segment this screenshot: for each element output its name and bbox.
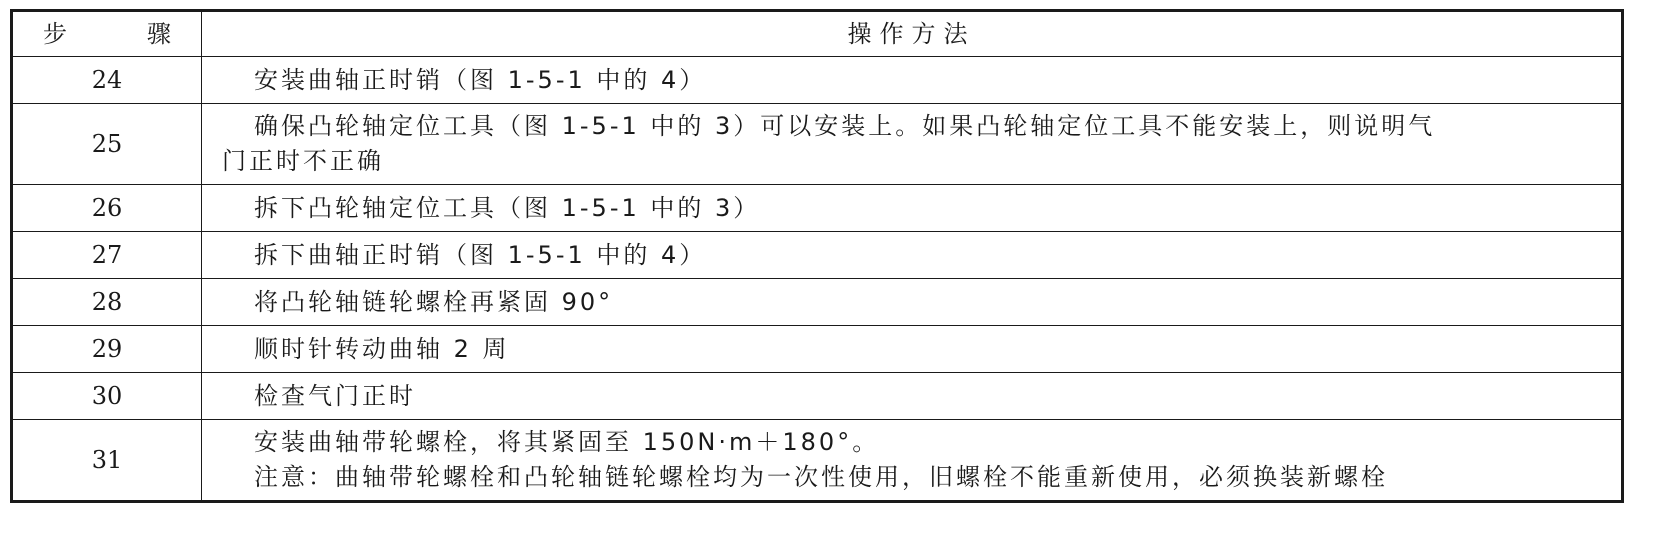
operation-cell xyxy=(202,420,1623,502)
operation-column-header: 操作方法 xyxy=(202,11,1623,57)
step-number: 27 xyxy=(12,232,202,279)
step-number: 28 xyxy=(12,279,202,326)
table-row xyxy=(12,57,1623,104)
operation-cell xyxy=(202,232,1623,279)
step-number: 24 xyxy=(12,57,202,104)
operation-cell xyxy=(202,279,1623,326)
table-row xyxy=(12,185,1623,232)
table-row xyxy=(12,104,1623,185)
table-header-row xyxy=(12,11,1623,57)
step-number: 30 xyxy=(12,373,202,420)
step-number: 26 xyxy=(12,185,202,232)
operation-text: 门正时不正确 xyxy=(222,147,384,175)
operation-text: 顺时针转动曲轴 2 周 xyxy=(254,334,510,363)
step-number: 25 xyxy=(12,104,202,185)
operation-text: 安装曲轴带轮螺栓，将其紧固至 150N·m＋180°。 xyxy=(254,428,880,456)
operation-note: 注意：曲轴带轮螺栓和凸轮轴链轮螺栓均为一次性使用，旧螺栓不能重新使用，必须换装新螺栓 xyxy=(254,463,1388,491)
table-row xyxy=(12,326,1623,373)
operation-text: 检查气门正时 xyxy=(254,381,416,410)
procedure-table xyxy=(10,9,1624,503)
step-header-char-2: 骤 xyxy=(147,19,171,48)
operation-text: 将凸轮轴链轮螺栓再紧固 90° xyxy=(254,287,614,316)
operation-text: 安装曲轴正时销（图 1-5-1 中的 4） xyxy=(254,65,707,94)
table-row xyxy=(12,420,1623,502)
operation-cell xyxy=(202,373,1623,420)
table-row xyxy=(12,279,1623,326)
operation-cell xyxy=(202,326,1623,373)
table-row xyxy=(12,373,1623,420)
operation-text: 拆下凸轮轴定位工具（图 1-5-1 中的 3） xyxy=(254,193,761,222)
operation-cell xyxy=(202,185,1623,232)
step-header-char-1: 步 xyxy=(43,19,67,48)
operation-text: 拆下曲轴正时销（图 1-5-1 中的 4） xyxy=(254,240,707,269)
procedure-table-container xyxy=(10,9,1624,503)
step-column-header xyxy=(12,11,202,57)
step-number: 29 xyxy=(12,326,202,373)
operation-cell xyxy=(202,57,1623,104)
operation-text: 确保凸轮轴定位工具（图 1-5-1 中的 3）可以安装上。如果凸轮轴定位工具不能安装上，则说明气 xyxy=(254,112,1436,140)
table-row xyxy=(12,232,1623,279)
operation-cell xyxy=(202,104,1623,185)
step-number: 31 xyxy=(12,420,202,502)
